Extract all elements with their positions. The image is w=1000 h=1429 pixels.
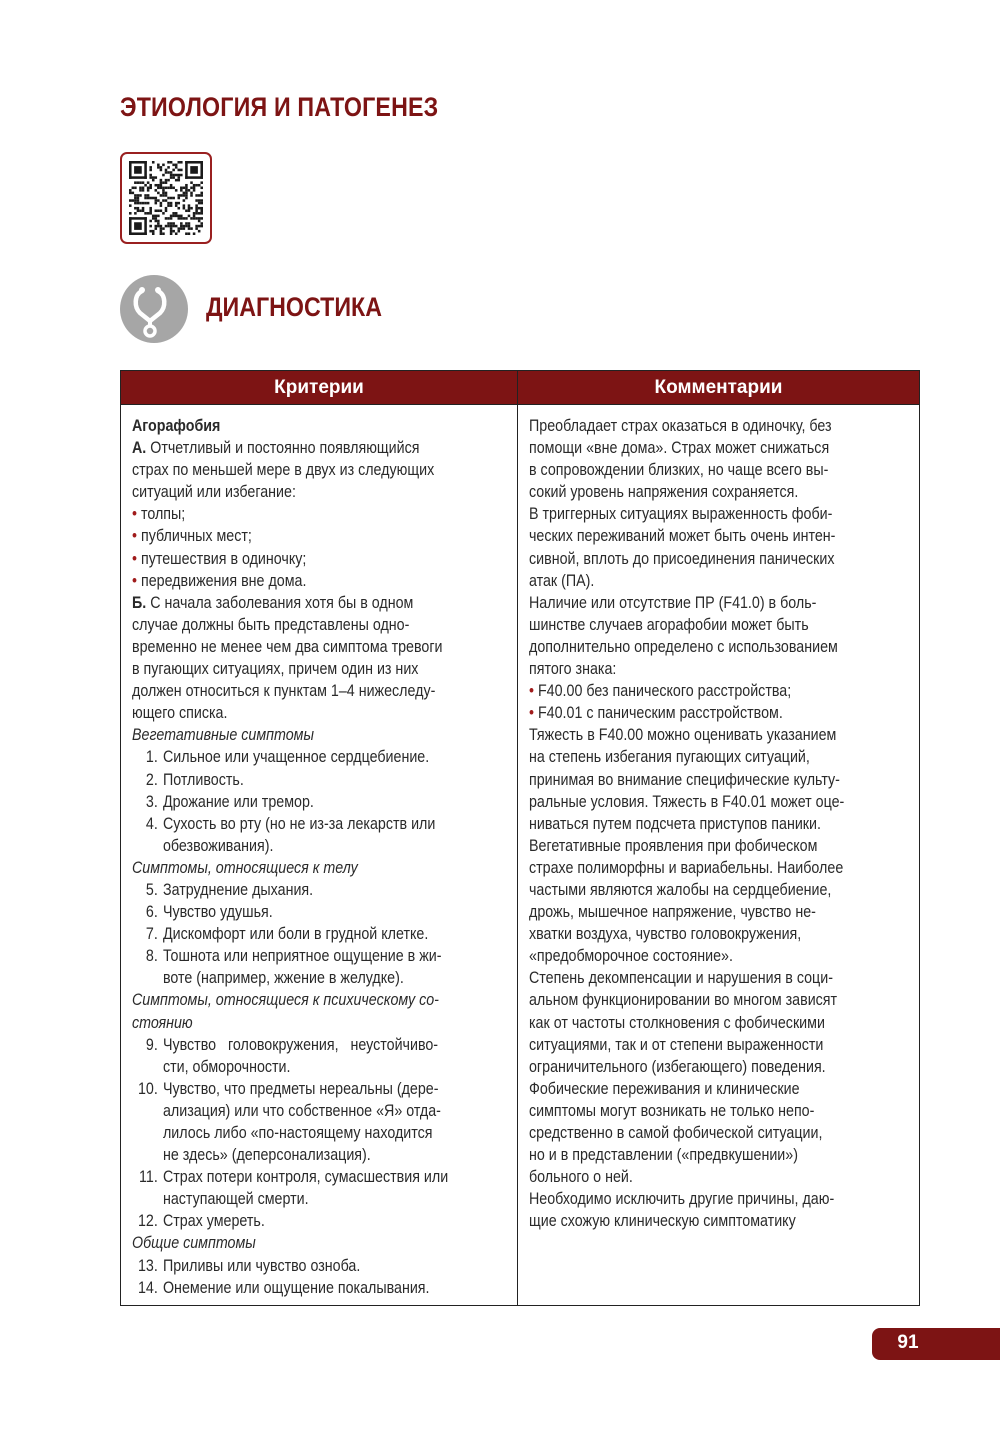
text-line: щие схожую клиническую симптоматику xyxy=(529,1211,796,1231)
text-line: симптомы могут возникать не только непо- xyxy=(529,1100,815,1120)
text-line: страх по меньшей мере в двух из следующих xyxy=(132,460,435,480)
text-line: В триггерных ситуациях выраженность фоби- xyxy=(529,504,833,524)
text-line: не здесь» (деперсонализация). xyxy=(162,1145,371,1165)
text-line: Б. С начала заболевания хотя бы в одном xyxy=(132,592,414,612)
text-line: Агорафобия xyxy=(132,416,221,435)
bullet-icon: • xyxy=(529,681,538,701)
text-line: А. Отчетливый и постоянно появляющийся xyxy=(132,438,420,458)
text-line: ограничительного (избегающего) поведения. xyxy=(529,1056,826,1076)
qr-code-pattern xyxy=(129,161,203,235)
text-line: ализация) или что собственное «Я» отда- xyxy=(162,1100,441,1120)
list-number: 13. xyxy=(137,1255,158,1275)
text-line: • публичных мест; xyxy=(132,526,252,546)
text-line: 3. Дрожание или тремор. xyxy=(132,791,507,813)
page-number: 91 xyxy=(897,1332,919,1353)
text-line: 6. Чувство удушья. xyxy=(132,901,507,923)
text-line: «предобморочное состояние». xyxy=(529,946,733,966)
text-line: стоянию xyxy=(132,1012,193,1032)
text-line: должен относиться к пунктам 1–4 нижеследу- xyxy=(132,681,436,701)
criterion-letter: Б. xyxy=(132,592,147,612)
text-line: частыми являются жалобы на сердцебиение, xyxy=(529,879,832,899)
list-number: 7. xyxy=(145,924,158,944)
text-line: ческих переживаний может быть очень интен- xyxy=(529,526,836,546)
text-line: 8. Тошнота или неприятное ощущение в жи- xyxy=(132,945,507,967)
section-title-etiology: ЭТИОЛОГИЯ И ПАТОГЕНЕЗ xyxy=(120,92,439,122)
text-line: 4. Сухость во рту (но не из-за лекарств или xyxy=(132,813,507,835)
bullet-icon: • xyxy=(132,548,141,568)
text-line: Преобладает страх оказаться в одиночку, без xyxy=(529,416,832,435)
list-number: 9. xyxy=(145,1034,158,1054)
text-line: ниваться путем подсчета приступов паники. xyxy=(529,813,821,833)
text-line: принимая во внимание специфические культу- xyxy=(529,769,840,789)
text-line: атак (ПА). xyxy=(529,570,595,590)
text-line: в сопровождении близких, но чаще всего вы- xyxy=(529,460,829,480)
text-line: сокий уровень напряжения сохраняется. xyxy=(529,482,799,502)
text-line: Тяжесть в F40.00 можно оценивать указанием xyxy=(529,725,837,745)
text-line: ральные условия. Тяжесть в F40.01 может оце- xyxy=(529,791,845,811)
section-title-diagnostics: ДИАГНОСТИКА xyxy=(206,292,383,322)
text-line: • путешествия в одиночку; xyxy=(132,548,307,568)
bullet-icon: • xyxy=(132,570,141,590)
text-line: средственно в самой фобической ситуации, xyxy=(529,1123,823,1142)
text-line: больного о ней. xyxy=(529,1167,633,1187)
text-line: наступающей смерти. xyxy=(162,1189,309,1209)
text-line: ющего списка. xyxy=(132,703,228,723)
qr-code-icon[interactable] xyxy=(120,152,212,244)
text-line: • толпы; xyxy=(132,504,186,524)
text-line: хватки воздуха, чувство головокружения, xyxy=(529,924,802,944)
text-line: Симптомы, относящиеся к телу xyxy=(132,857,358,877)
text-line: Необходимо исключить другие причины, даю- xyxy=(529,1189,835,1209)
text-line: как от частоты столкновения с фобическими xyxy=(529,1012,825,1032)
text-line: Вегетативные проявления при фобическом xyxy=(529,835,818,855)
text-line: • передвижения вне дома. xyxy=(132,570,307,590)
text-line: ситуациями, так и от степени выраженности xyxy=(529,1034,824,1054)
text-line: лилось либо «по-настоящему находится xyxy=(162,1123,433,1142)
text-line: • F40.01 с паническим расстройством. xyxy=(529,703,783,723)
bullet-icon: • xyxy=(132,504,141,524)
list-number: 3. xyxy=(145,791,158,811)
text-line: дополнительно определено с использованием xyxy=(529,636,838,656)
table-header-row xyxy=(121,371,920,405)
text-line: 14. Онемение или ощущение покалывания. xyxy=(132,1277,507,1299)
text-line: 1. Сильное или учащенное сердцебиение. xyxy=(132,746,507,768)
text-line: но и в представлении («предвкушении») xyxy=(529,1145,798,1165)
text-line: обезвоживания). xyxy=(162,835,274,855)
text-line: дрожь, мышечное напряжение, чувство не- xyxy=(529,902,816,922)
list-number: 5. xyxy=(145,879,158,899)
text-line: Наличие или отсутствие ПР (F41.0) в боль- xyxy=(529,592,817,612)
text-line: 13. Приливы или чувство озноба. xyxy=(132,1255,507,1277)
text-line: пятого знака: xyxy=(529,659,617,679)
list-number: 12. xyxy=(137,1211,158,1231)
text-line: Вегетативные симптомы xyxy=(132,725,314,745)
bullet-icon: • xyxy=(529,703,538,723)
criterion-letter: А. xyxy=(132,438,147,458)
list-number: 8. xyxy=(145,946,158,966)
list-number: 2. xyxy=(145,769,158,789)
text-line: ситуаций или избегание: xyxy=(132,482,296,502)
criteria-table xyxy=(120,370,920,1306)
text-line: временно не менее чем два симптома тревоги xyxy=(132,636,443,656)
text-line: сти, обморочности. xyxy=(162,1056,291,1076)
text-line: 5. Затруднение дыхания. xyxy=(132,879,507,901)
page-number-tab xyxy=(872,1328,1000,1360)
text-line: 12. Страх умереть. xyxy=(132,1210,507,1232)
list-number: 10. xyxy=(137,1078,158,1098)
column-header-comments: Комментарии xyxy=(518,371,920,405)
list-number: 14. xyxy=(137,1277,158,1297)
text-line: шинстве случаев агорафобии может быть xyxy=(529,614,809,634)
text-line: Степень декомпенсации и нарушения в соци- xyxy=(529,968,833,988)
text-line: помощи «вне дома». Страх может снижаться xyxy=(529,438,830,458)
bullet-icon: • xyxy=(132,526,141,546)
text-line: воте (например, жжение в желудке). xyxy=(162,968,404,988)
list-number: 11. xyxy=(139,1167,158,1187)
text-line: Фобические переживания и клинические xyxy=(529,1078,800,1098)
text-line: • F40.00 без панического расстройства; xyxy=(529,681,792,701)
text-line: альном функционировании во многом зависят xyxy=(529,990,838,1010)
text-line: 11. Страх потери контроля, сумасшествия или xyxy=(132,1166,507,1188)
text-line: Симптомы, относящиеся к психическому со- xyxy=(132,990,439,1010)
text-line: Общие симптомы xyxy=(132,1233,256,1253)
text-line: 7. Дискомфорт или боли в грудной клетке. xyxy=(132,923,507,945)
text-line: в пугающих ситуациях, причем один из них xyxy=(132,659,419,679)
text-line: сивной, вплоть до присоединения панических xyxy=(529,548,835,568)
list-number: 4. xyxy=(145,813,158,833)
stethoscope-icon xyxy=(120,275,188,343)
list-number: 6. xyxy=(145,902,158,922)
text-line: страхе полиморфны и вариабельны. Наиболее xyxy=(529,857,844,877)
comments-cell xyxy=(518,405,920,1306)
list-number: 1. xyxy=(145,747,158,767)
column-header-criteria: Критерии xyxy=(121,371,518,405)
text-line: 2. Потливость. xyxy=(132,769,507,791)
text-line: 10. Чувство, что предметы нереальны (дере- xyxy=(132,1078,507,1100)
criteria-cell xyxy=(121,405,518,1306)
text-line: 9. Чувство головокружения, неустойчиво- xyxy=(132,1034,507,1056)
table-row xyxy=(121,405,920,1306)
text-line: случае должны быть представлены одно- xyxy=(132,614,410,634)
text-line: на степень избегания пугающих ситуаций, xyxy=(529,747,810,767)
